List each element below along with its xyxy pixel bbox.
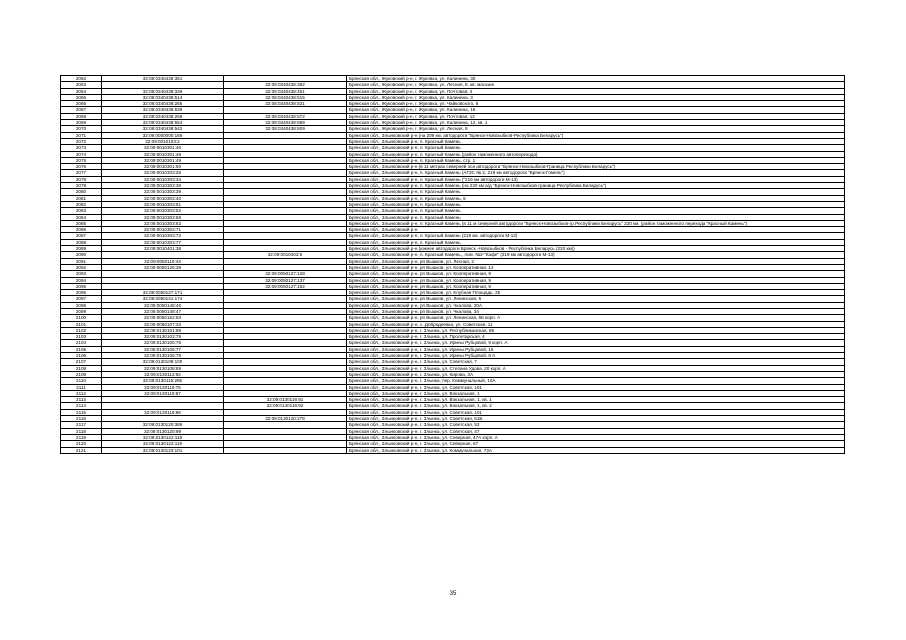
cadastral-number-cell: 32:09:0130123:101 <box>102 447 224 453</box>
row-number-cell: 2069 <box>61 120 102 126</box>
row-number-cell: 2092 <box>61 264 102 270</box>
address-cell: Брянская обл., Злынковский р-н, рп Вышков, ул. Кооперативная, 12 <box>347 264 845 270</box>
address-cell: Брянская обл., Злынковский р-н, п. Красный Камень (в 11 м северней автодороги "Брянск-Новозыбков-гр.Республики Беларусь" 220 км. (район таможенного перехода "Красный Камень") <box>347 220 845 226</box>
object-cadastral-number-cell: 32:08:0340438:531 <box>224 101 347 107</box>
registry-table-body <box>61 76 845 454</box>
address-cell: Брянская обл., Злынковский р-н, рп Вышков, ул. Ленинская, 5 <box>347 296 845 302</box>
address-cell: Брянская обл., Злынковский р-н (в 11 метрах северней оси автодороги "Брянск-Новозыбков-Граница Республики Беларусь") <box>347 164 845 170</box>
address-cell: Брянская обл., Злынковский р-н, рп Вышков, ул. Лесная, 2 <box>347 258 845 264</box>
address-cell: Брянская обл., Злынковский р-н, г. Злынка, ул. Вокзальная, 1, кв. 2 <box>347 403 845 409</box>
address-cell: Брянская обл., Злынковский р-н, с. Добродеевка, ул. Советская, 11 <box>347 321 845 327</box>
cadastral-number-cell: 32:09:0050127:171 <box>102 290 224 296</box>
address-cell: Брянская обл., Злынковский р-н, п. Красный Камень <box>347 239 845 245</box>
cadastral-number-cell: 32:09:0010301:46 <box>102 145 224 151</box>
table-row <box>61 447 845 453</box>
cadastral-number-cell: 32:08:0340438:539 <box>102 107 224 113</box>
address-cell: Брянская обл., Жуковский р-н, г. Жуковка, ул. Калинина, 3 <box>347 94 845 100</box>
row-number-cell: 2093 <box>61 271 102 277</box>
cadastral-number-cell: 32:09:0010303:52 <box>102 208 224 214</box>
row-number-cell: 2074 <box>61 151 102 157</box>
cadastral-number-cell: 32:08:0340438:542 <box>102 126 224 132</box>
cadastral-number-cell: 32:08:0340438:554 <box>102 120 224 126</box>
address-cell: Брянская обл., Злынковский р-н, п. Красный Камень, 6 <box>347 195 845 201</box>
address-cell: Брянская обл., Злынковский р-н, п. Красный Камень (район таможенного автоперехода) <box>347 151 845 157</box>
row-number-cell: 2088 <box>61 239 102 245</box>
row-number-cell: 2117 <box>61 422 102 428</box>
cadastral-number-cell: 32:09:0050119:43 <box>102 258 224 264</box>
cadastral-number-cell: 32:09:0130122:119 <box>102 441 224 447</box>
row-number-cell: 2097 <box>61 296 102 302</box>
address-cell: Брянская обл., Жуковский р-н, г. Жуковка, ул. Калинина, 30 <box>347 76 845 82</box>
cadastral-number-cell: 32:08:0340438:351 <box>102 76 224 82</box>
row-number-cell: 2112 <box>61 390 102 396</box>
cadastral-number-cell: 32:09:0060107:33 <box>102 321 224 327</box>
address-cell: Брянская обл., Злынковский р-н, рп Вышков, ул. Чкалова, 34 <box>347 308 845 314</box>
address-cell: Брянская обл., Злынковский р-н, п. Красный Камень, стр. 1 <box>347 157 845 163</box>
cadastral-number-cell: 32:09:0010103:2 <box>102 138 224 144</box>
cadastral-number-cell: 32:09:0010301:49 <box>102 157 224 163</box>
address-cell: Брянская обл., Злынковский р-н, п. Красный Камень <box>347 138 845 144</box>
row-number-cell: 2080 <box>61 189 102 195</box>
cadastral-number-cell: 32:09:0130119:76 <box>102 384 224 390</box>
address-cell: Брянская обл., Злынковский р-н, г. Злынка, ул. Советская, 7 <box>347 359 845 365</box>
row-number-cell: 2107 <box>61 359 102 365</box>
cadastral-number-cell: 32:09:0010303:77 <box>102 239 224 245</box>
address-cell: Брянская обл., Злынковский р-н, г. Злынка, ул. Республиканская, 85 <box>347 327 845 333</box>
table-row <box>61 220 845 226</box>
row-number-cell: 2075 <box>61 157 102 163</box>
object-cadastral-number-cell: 32:09:0050127:137 <box>224 277 347 283</box>
row-number-cell: 2089 <box>61 246 102 252</box>
row-number-cell: 2120 <box>61 441 102 447</box>
row-number-cell: 2099 <box>61 308 102 314</box>
row-number-cell: 2086 <box>61 227 102 233</box>
address-cell: Брянская обл., Жуковский р-н, г. Жуковка, ул. Почтовая, 4 <box>347 88 845 94</box>
address-cell: Брянская обл., Злынковский р-н, г. Злынка, ул. Советская, 101 <box>347 384 845 390</box>
address-cell: Брянская обл., Злынковский р-н (южнее автодороги Брянск -Новозыбков - Республика Беларусь (220 км)) <box>347 246 845 252</box>
cadastral-number-cell: 32:09:0010303:72 <box>102 233 224 239</box>
address-cell: Брянская обл., Злынковский р-н, рп Вышков, ул. Ленинская, 68 корп. А <box>347 315 845 321</box>
row-number-cell: 2118 <box>61 428 102 434</box>
address-cell: Брянская обл., Злынковский р-н, г. Злынка, ул. Северная, 47А корп. А <box>347 434 845 440</box>
cadastral-number-cell: 32:08:0340438:514 <box>102 94 224 100</box>
row-number-cell: 2121 <box>61 447 102 453</box>
address-cell: Брянская обл., Злынковский р-н, рп Вышков, ул. Кооперативная, 9 <box>347 283 845 289</box>
row-number-cell: 2083 <box>61 208 102 214</box>
address-cell: Брянская обл., Злынковский р-н, г. Злынка, ул. Советская, 53 <box>347 422 845 428</box>
object-cadastral-number-cell: 32:08:0340438:451 <box>224 88 347 94</box>
object-cadastral-number-cell <box>224 447 347 453</box>
cadastral-number-cell: 32:08:0340438:285 <box>102 101 224 107</box>
row-number-cell: 2070 <box>61 126 102 132</box>
cadastral-number-cell: 32:09:0130101:89 <box>102 327 224 333</box>
row-number-cell: 2098 <box>61 302 102 308</box>
address-cell: Брянская обл., Злынковский р-н, рп Вышков, ул. Кооперативная, 9 <box>347 271 845 277</box>
cadastral-number-cell: 32:08:0340438:258 <box>102 113 224 119</box>
page-number: 35 <box>449 591 457 597</box>
row-number-cell: 2065 <box>61 94 102 100</box>
address-cell: Брянская обл., Злынковский р-н, рп Вышков, ул. Кооперативная, 9 <box>347 277 845 283</box>
cadastral-number-cell: 32:09:0130122:118 <box>102 434 224 440</box>
cadastral-number-cell: 32:09:0130120:385 <box>102 422 224 428</box>
row-number-cell: 2084 <box>61 214 102 220</box>
address-cell: Брянская обл., Жуковский р-н, г. Жуковка, ул. Калинина, 18 <box>347 107 845 113</box>
address-cell: Брянская обл., Злынковский р-н, п. Красный Камень (АГЗС № 2, 219 км автодороги "Брянск-Гомель") <box>347 170 845 176</box>
address-cell: Брянская обл., Злынковский р-н <box>347 227 845 233</box>
row-number-cell: 2077 <box>61 170 102 176</box>
address-cell: Брянская обл., Жуковский р-н, г. Жуковка, ул. Лесная, 8 <box>347 126 845 132</box>
address-cell: Брянская обл., Злынковский р-н, г. Злынка, ул. Ирины Рубцовой, 16 <box>347 346 845 352</box>
address-cell: Брянская обл., Злынковский р-н, г. Злынка, ул. Советская, 51Б <box>347 416 845 422</box>
cadastral-number-cell: 32:09:0010303:51 <box>102 201 224 207</box>
row-number-cell: 2082 <box>61 201 102 207</box>
object-cadastral-number-cell: 32:08:0340438:515 <box>224 94 347 100</box>
address-cell: Брянская обл., Злынковский р-н, г. Злынка, ул. Ирины Рубцовой, 9 корп. А <box>347 340 845 346</box>
object-cadastral-number-cell: 32:09:0010403:6 <box>224 252 347 258</box>
address-cell: Брянская обл., Злынковский р-н, п. Красный Камень (219 км. автодороги М-13) <box>347 233 845 239</box>
address-cell: Брянская обл., Злынковский р-н, г. Злынка, ул. Ирины Рубцовой, 8 А <box>347 353 845 359</box>
row-number-cell: 2063 <box>61 82 102 88</box>
row-number-cell: 2115 <box>61 409 102 415</box>
object-cadastral-number-cell: 32:08:0340438:382 <box>224 82 347 88</box>
row-number-cell: 2066 <box>61 101 102 107</box>
row-number-cell: 2067 <box>61 107 102 113</box>
row-number-cell: 2090 <box>61 252 102 258</box>
row-number-cell: 2109 <box>61 371 102 377</box>
row-number-cell: 2068 <box>61 113 102 119</box>
cadastral-number-cell: 32:09:0000000:166 <box>102 132 224 138</box>
cadastral-number-cell: 32:09:0130115:285 <box>102 378 224 384</box>
cadastral-number-cell: 32:09:0130106:77 <box>102 346 224 352</box>
row-number-cell: 2062 <box>61 76 102 82</box>
address-cell: Брянская обл., Злынковский р-н, г. Злынка, ул. Северная, 67 <box>347 441 845 447</box>
cadastral-number-cell: 32:09:0010303:71 <box>102 227 224 233</box>
object-cadastral-number-cell: 32:09:0130120:278 <box>224 416 347 422</box>
row-number-cell: 2087 <box>61 233 102 239</box>
cadastral-number-cell: 32:09:0130113:92 <box>102 371 224 377</box>
address-cell: Брянская обл., Злынковский р-н, п. Красный Камень,, пом. №2-"Кафе" (219 км автодороги М-13) <box>347 252 845 258</box>
object-cadastral-number-cell: 32:09:0130119:91 <box>224 397 347 403</box>
address-cell: Брянская обл., Злынковский р-н, г. Злынка, ул. Коммунальная, 73А <box>347 447 845 453</box>
address-cell: Брянская обл., Злынковский р-н, г. Злынка, ул. Советская, 101 <box>347 409 845 415</box>
cadastral-number-cell: 32:09:0130119:87 <box>102 390 224 396</box>
cadastral-number-cell: 32:09:0010303:39 <box>102 189 224 195</box>
cadastral-number-cell: 32:09:0130108:89 <box>102 365 224 371</box>
row-number-cell: 2110 <box>61 378 102 384</box>
row-number-cell: 2108 <box>61 365 102 371</box>
address-cell: Брянская обл., Злынковский р-н, г. Злынка, ул. Пролетарская, 4 <box>347 334 845 340</box>
row-number-cell: 2102 <box>61 327 102 333</box>
row-number-cell: 2072 <box>61 138 102 144</box>
cadastral-number-cell: 32:09:0010301:50 <box>102 164 224 170</box>
object-cadastral-number-cell: 32:09:0050127:128 <box>224 271 347 277</box>
address-cell: Брянская обл., Жуковский р-н, г. Жуковка, ул. Калинина, 12, кв. 1 <box>347 120 845 126</box>
row-number-cell: 2104 <box>61 340 102 346</box>
row-number-cell: 2094 <box>61 277 102 283</box>
address-cell: Брянская обл., Злынковский р-н, п. Красный Камень <box>347 189 845 195</box>
row-number-cell: 2103 <box>61 334 102 340</box>
row-number-cell: 2101 <box>61 321 102 327</box>
row-number-cell: 2114 <box>61 403 102 409</box>
row-number-cell: 2076 <box>61 164 102 170</box>
address-cell: Брянская обл., Злынковский р-н, г. Злынка, пер. Коммунальный, 10А <box>347 378 845 384</box>
address-cell: Брянская обл., Злынковский р-н, г. Злынка, ул. Кирова, 3А <box>347 371 845 377</box>
object-cadastral-number-cell: 32:08:0340438:572 <box>224 113 347 119</box>
cadastral-number-cell: 32:09:0050126:39 <box>102 264 224 270</box>
cadastral-number-cell: 32:09:0010303:26 <box>102 170 224 176</box>
cadastral-number-cell: 32:08:0340438:339 <box>102 88 224 94</box>
cadastral-number-cell: 32:09:0050141:174 <box>102 296 224 302</box>
row-number-cell: 2119 <box>61 434 102 440</box>
address-cell: Брянская обл., Злынковский р-н, г. Злынка, ул. Степана Удова, 20 корп. А <box>347 365 845 371</box>
row-number-cell: 2106 <box>61 353 102 359</box>
row-number-cell: 2113 <box>61 397 102 403</box>
cadastral-number-cell: 32:09:0130106:76 <box>102 340 224 346</box>
row-number-cell: 2064 <box>61 88 102 94</box>
row-number-cell: 2095 <box>61 283 102 289</box>
object-cadastral-number-cell: 32:08:0340438:589 <box>224 120 347 126</box>
address-cell: Брянская обл., Злынковский р-н, п. Красный Камень ("219 км автодороги М-13) <box>347 176 845 182</box>
cadastral-number-cell: 32:09:0050148:47 <box>102 308 224 314</box>
cadastral-number-cell: 32:09:0010303:55 <box>102 214 224 220</box>
row-number-cell: 2081 <box>61 195 102 201</box>
cadastral-number-cell: 32:09:0130119:96 <box>102 409 224 415</box>
address-cell: Брянская обл., Злынковский р-н, п. Красный Камень <box>347 214 845 220</box>
address-cell: Брянская обл., Злынковский р-н, п. Красный Камень (на 220 км а/д "Брянск-Новозыбков-граница Республика Беларусь") <box>347 183 845 189</box>
cadastral-number-cell: 32:09:0130120:99 <box>102 428 224 434</box>
address-cell: Брянская обл., Жуковский р-н, г. Жуковка, ул. Почтовая, 12 <box>347 113 845 119</box>
cadastral-number-cell: 32:09:0010401:38 <box>102 246 224 252</box>
row-number-cell: 2096 <box>61 290 102 296</box>
row-number-cell: 2100 <box>61 315 102 321</box>
address-cell: Брянская обл., Злынковский р-н, п. Красный Камень <box>347 201 845 207</box>
address-cell: Брянская обл., Злынковский р-н, рп Вышков, ул. Клубная Площадь, 25 <box>347 290 845 296</box>
row-number-cell: 2071 <box>61 132 102 138</box>
row-number-cell: 2073 <box>61 145 102 151</box>
address-cell: Брянская обл., Злынковский р-н, г. Злынка, ул. Вокзальная, 1 <box>347 390 845 396</box>
address-cell: Брянская обл., Злынковский р-н, п. Красный Камень <box>347 208 845 214</box>
cadastral-number-cell: 32:09:0130102:75 <box>102 334 224 340</box>
row-number-cell: 2105 <box>61 346 102 352</box>
cadastral-number-cell: 32:09:0010303:63 <box>102 220 224 226</box>
row-number-cell: 2111 <box>61 384 102 390</box>
row-number-cell: 2078 <box>61 176 102 182</box>
cadastral-number-cell: 32:09:0050152:93 <box>102 315 224 321</box>
row-number-cell: 2085 <box>61 220 102 226</box>
address-cell: Брянская обл., Злынковский р-н (на 209 км. автодороги "Брянск-Новозыбков-Республика Беларусь") <box>347 132 845 138</box>
object-cadastral-number-cell: 32:09:0130119:92 <box>224 403 347 409</box>
cadastral-number-cell: 32:09:0130106:79 <box>102 353 224 359</box>
address-cell: Брянская обл., Злынковский р-н, рп Вышков, ул. Чкалова, 20А <box>347 302 845 308</box>
cadastral-number-cell: 32:09:0010301:48 <box>102 151 224 157</box>
row-number-cell: 2091 <box>61 258 102 264</box>
cadastral-number-cell: 32:09:0010303:40 <box>102 195 224 201</box>
object-cadastral-number-cell: 32:09:0050127:152 <box>224 283 347 289</box>
address-cell: Брянская обл., Злынковский р-н, г. Злынка, ул. Советская, 47 <box>347 428 845 434</box>
row-number-cell: 2116 <box>61 416 102 422</box>
address-cell: Брянская обл., Жуковский р-н, г. Жуковка, ул. Чайковского, 8 <box>347 101 845 107</box>
cadastral-number-cell: 32:09:0130108:100 <box>102 359 224 365</box>
cadastral-number-cell: 32:09:0010303:34 <box>102 176 224 182</box>
object-cadastral-number-cell: 32:08:0340438:609 <box>224 126 347 132</box>
cadastral-number-cell: 32:09:0050148:46 <box>102 302 224 308</box>
address-cell: Брянская обл., Злынковский р-н, п. Красный Камень <box>347 145 845 151</box>
property-registry-table <box>60 75 845 454</box>
address-cell: Брянская обл., Злынковский р-н, г. Злынка, ул. Вокзальная, 1, кв. 1 <box>347 397 845 403</box>
address-cell: Брянская обл., Жуковский р-н, г. Жуковка, ул. Лесная, 8, кв. магазин <box>347 82 845 88</box>
row-number-cell: 2079 <box>61 183 102 189</box>
cadastral-number-cell: 32:09:0010303:36 <box>102 183 224 189</box>
